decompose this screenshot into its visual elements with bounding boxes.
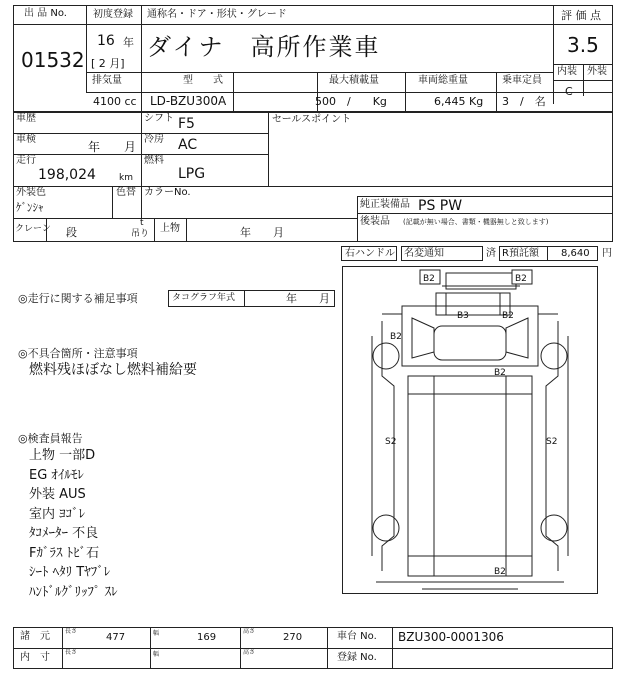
tacho-label: タコグラフ年式 [172, 293, 236, 303]
damage-mark: B2 [494, 567, 506, 577]
inspection-label: 車検 [16, 134, 36, 145]
defect-notes-label: ◎不具合箇所・注意事項 [18, 347, 138, 360]
lot-number: 01532 [21, 48, 85, 72]
displacement-label: 排気量 [92, 75, 122, 86]
height-label: 高さ [243, 628, 256, 635]
shift-label: シフト [144, 113, 174, 124]
damage-mark: B2 [423, 274, 435, 284]
first-reg-year: 16 [97, 33, 115, 49]
list-item: Fｶﾞﾗｽ ﾄﾋﾞ石 [29, 545, 100, 561]
fuel-label: 燃料 [144, 155, 164, 166]
width-value: 169 [197, 632, 217, 643]
crane-label: クレーン [15, 224, 51, 234]
damage-mark: S2 [546, 437, 558, 447]
inspector-report-label: ◎検査員報告 [18, 432, 83, 445]
equipment-value: PS PW [418, 198, 463, 214]
mileage-label: 走行 [16, 155, 36, 166]
tacho-value: 年 月 [286, 292, 330, 305]
notice-label: 名変通知 [404, 248, 444, 259]
capacity-label: 乗車定員 [502, 75, 542, 86]
first-reg-label: 初度登録 [93, 9, 133, 20]
ac-label: 冷房 [144, 134, 164, 145]
interior-label: 内装 [557, 66, 577, 77]
damage-mark: S2 [385, 437, 397, 447]
crane-tons-b: 吊り [131, 229, 150, 239]
length-value: 477 [106, 632, 126, 643]
list-item: 室内 ﾖｺﾞﾚ [29, 506, 86, 522]
exterior-label: 外装 [587, 66, 607, 77]
fuel-value: LPG [178, 166, 206, 182]
equipment-label: 純正装備品 [360, 199, 410, 210]
defect-notes-text: 燃料残ほぼなし燃料補給要 [29, 362, 197, 378]
score-label: 評 価 点 [561, 9, 601, 22]
crane-tons-a: t [140, 218, 144, 228]
yen-label: 円 [602, 248, 612, 259]
list-item: ﾀｺﾒｰﾀｰ 不良 [29, 526, 99, 541]
model-code: LD-BZU300A [150, 94, 227, 108]
car-name-label: 通称名・ドア・形状・グレード [147, 9, 287, 20]
damage-mark: B2 [502, 311, 514, 321]
year-unit: 年 [123, 36, 134, 49]
list-item: ｼｰﾄ ﾍﾀﾘ Tﾔﾌﾞﾚ [29, 565, 111, 580]
mileage-value: 198,024 [38, 167, 96, 183]
body-mount-label: 上物 [160, 223, 180, 234]
list-item: 外装 AUS [29, 487, 86, 502]
capacity: 3 / 名 [502, 95, 546, 108]
overall-score: 3.5 [567, 33, 599, 57]
truck-diagram-svg [342, 266, 598, 594]
inspector-report-list [29, 446, 118, 602]
aftermarket-label: 後装品 [360, 216, 390, 227]
displacement: 4100 cc [93, 95, 137, 108]
tax-value: 8,640 [561, 248, 590, 259]
ac-value: AC [178, 137, 198, 153]
history-label: 車歴 [16, 113, 36, 124]
height-label-2: 高さ [243, 649, 256, 656]
sales-point-label: セールスポイント [272, 114, 352, 125]
max-load: 500 / Kg [315, 95, 387, 108]
notice-mark: 済 [486, 248, 496, 259]
rhd-label: 右ハンドル [345, 248, 395, 259]
list-item: 上物 一部D [29, 448, 96, 463]
damage-mark: B2 [515, 274, 527, 284]
max-load-label: 最大積載量 [329, 75, 379, 86]
color-label: 外装色 [16, 187, 46, 198]
driving-notes-label: ◎走行に関する補足事項 [18, 292, 138, 305]
first-reg-month: [ 2 月] [91, 57, 125, 70]
aftermarket-note: (記載が無い場合、書類・機器無しと致します) [403, 218, 549, 226]
length-label-2: 長さ [65, 649, 78, 656]
interior-dims-label: 内 寸 [20, 652, 50, 663]
model-label: 型 式 [183, 75, 223, 86]
mileage-unit: km [119, 173, 133, 183]
list-item: EG ｵｲﾙﾓﾚ [29, 467, 84, 483]
body-mount-value: 年 月 [240, 226, 284, 239]
inspection-value: 年 月 [88, 140, 137, 154]
width-label: 幅 [153, 630, 160, 637]
color-value: ｹﾞﾝｼｬ [16, 201, 44, 214]
chassis-label: 車台 No. [337, 631, 377, 642]
gross-weight-label: 車両総重量 [418, 75, 468, 86]
interior-grade: C [565, 85, 573, 98]
color-no-label: カラーNo. [144, 187, 191, 198]
list-item: ﾊﾝﾄﾞﾙｸﾞﾘｯﾌﾟ ｽﾚ [29, 584, 118, 600]
height-value: 270 [283, 632, 303, 643]
damage-mark: B3 [457, 311, 469, 321]
tax-label: R預託額 [502, 248, 539, 259]
damage-mark: B2 [390, 332, 402, 342]
chassis-number: BZU300-0001306 [398, 630, 504, 644]
crane-steps: 段 [66, 226, 77, 239]
damage-mark: B2 [494, 368, 506, 378]
length-label: 長さ [65, 628, 78, 635]
color-change-label: 色替 [116, 187, 136, 198]
vehicle-damage-diagram [342, 266, 598, 594]
lot-label: 出 品 No. [24, 8, 67, 19]
car-name: ダイナ 高所作業車 [147, 33, 381, 61]
dims-label: 諸 元 [20, 631, 50, 642]
gross-weight: 6,445 Kg [434, 95, 484, 108]
shift-value: F5 [178, 116, 195, 132]
width-label-2: 幅 [153, 651, 160, 658]
reg-label: 登録 No. [337, 652, 377, 663]
